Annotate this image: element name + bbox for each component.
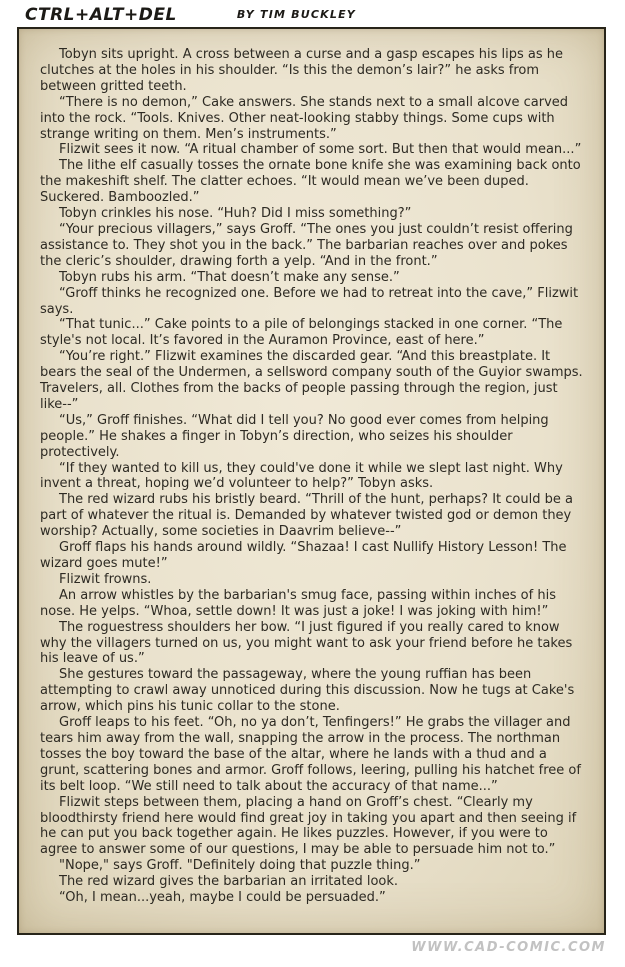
story-paragraph: An arrow whistles by the barbarian's smug face, passing within inches of his nose. He yelps. “Whoa, settle down! It was just a joke! I was joking with him!” — [40, 587, 556, 619]
story-paragraph: Groff flaps his hands around wildly. “Shazaa! I cast Nullify History Lesson! The wizard goes mute!” — [40, 540, 567, 571]
story-paragraph: “Your precious villagers,” says Groff. “The ones you just couldn’t resist offering assistance to. They shot you in the back.” The barbarian reaches over and pokes the cleric’s shoulder, drawing forth a yelp. “And in the front.” — [40, 221, 573, 269]
story-paragraph: “That tunic...” Cake points to a pile of belongings stacked in one corner. “The style's not local. It’s favored in the Auramon Province, east of here.” — [40, 317, 563, 349]
story-paragraph: “Us,” Groff finishes. “What did I tell you? No good ever comes from helping people.” He shakes a finger in Tobyn’s direction, who seizes his shoulder protectively. — [40, 412, 549, 460]
story-paragraph: Flizwit sees it now. “A ritual chamber of some sort. But then that would mean...” — [59, 142, 582, 158]
story-paragraph: Groff leaps to his feet. “Oh, no ya don’t, Tenfingers!” He grabs the villager and tears him away from the wall, snapping the arrow in the process. The northman tosses the boy toward the base of the altar, where he lands with a thud and a grunt, scattering bones and armor. Groff follows, leering, pulling his hatchet free of its belt loop. “We still need to talk about the accuracy of that name...” — [40, 715, 581, 794]
comic-header — [25, 5, 356, 25]
story-paragraph: Flizwit steps between them, placing a hand on Groff’s chest. “Clearly my bloodthirsty friend here would find great joy in taking you apart and then seeing if he can put you back together again. He likes puzzles. However, if you were to agree to answer some of our questions, I may be able to persuade him not to.” — [40, 794, 577, 858]
story-text — [19, 29, 604, 906]
story-paragraph: The red wizard rubs his bristly beard. “Thrill of the hunt, perhaps? It could be a part of whatever the ritual is. Demanded by whatever twisted god or demon they worship? Actually, some societies in Daavrim believe--” — [40, 492, 573, 540]
story-paragraph: Tobyn crinkles his nose. “Huh? Did I miss something?” — [59, 206, 412, 222]
story-paragraph: She gestures toward the passageway, where the young ruffian has been attempting to crawl away unnoticed during this discussion. Now he tugs at Cake's arrow, which pins his tunic collar to the stone. — [40, 667, 575, 715]
story-paragraph: Tobyn rubs his arm. “That doesn’t make any sense.” — [59, 269, 400, 285]
story-paragraph: “Oh, I mean...yeah, maybe I could be persuaded.” — [59, 890, 386, 906]
story-paragraph: The roguestress shoulders her bow. “I just figured if you really cared to know why the villagers turned on us, you might want to ask your friend before he takes his leave of us.” — [40, 619, 573, 667]
story-paragraph: “You’re right.” Flizwit examines the discarded gear. “And this breastplate. It bears the seal of the Undermen, a sellsword company south of the Guyior swamps. Travelers, all. Clothes from the backs of people passing through the region, just like--” — [40, 349, 583, 412]
site-url: WWW.CAD-COMIC.COM — [411, 940, 606, 955]
story-paragraph: “If they wanted to kill us, they could've done it while we slept last night. Why invent a threat, hoping we’d volunteer to help?” Tobyn asks. — [40, 460, 563, 492]
comic-byline: BY TIM BUCKLEY — [236, 8, 356, 21]
comic-title: CTRL+ALT+DEL — [25, 5, 177, 25]
story-paragraph: The red wizard gives the barbarian an irritated look. — [59, 874, 399, 890]
story-paragraph: “Groff thinks he recognized one. Before we had to retreat into the cave,” Flizwit says. — [40, 285, 579, 317]
story-paragraph: Flizwit frowns. — [59, 571, 152, 587]
story-paragraph: "Nope," says Groff. "Definitely doing that puzzle thing.” — [59, 858, 421, 874]
story-paragraph: The lithe elf casually tosses the ornate bone knife she was examining back onto the makeshift shelf. The clatter echoes. “It would mean we’ve been duped. Suckered. Bamboozled.” — [40, 158, 581, 206]
story-paragraph: “There is no demon,” Cake answers. She stands next to a small alcove carved into the rock. “Tools. Knives. Other neat-looking stabby things. Some cups with strange writing on them. Men’s instruments.” — [40, 94, 569, 142]
story-paragraph: Tobyn sits upright. A cross between a curse and a gasp escapes his lips as he clutches at the holes in his shoulder. “Is this the demon’s lair?” he asks from between gritted teeth. — [40, 47, 563, 94]
story-panel — [17, 27, 606, 935]
